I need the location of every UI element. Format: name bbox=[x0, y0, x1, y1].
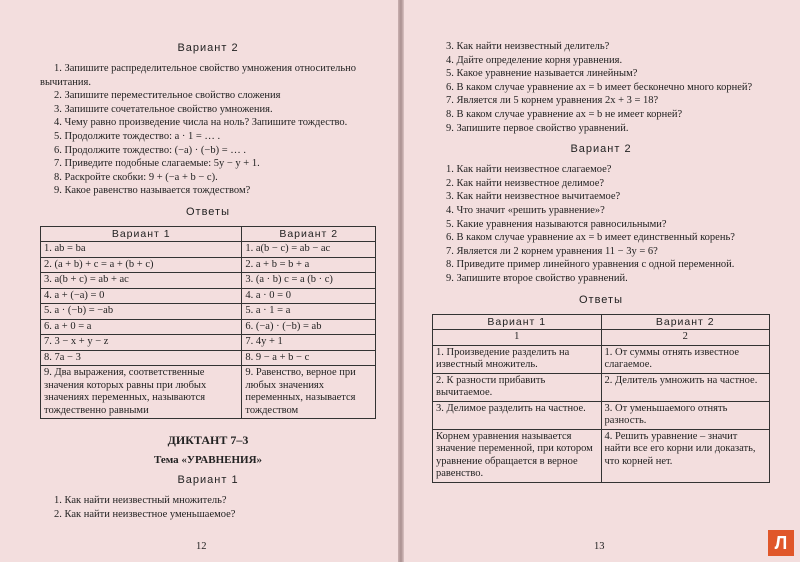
cell: 1. a(b − c) = ab − ac bbox=[242, 242, 376, 258]
cell: 9. Равенство, верное при любых значениях переменных, называется тождеством bbox=[242, 366, 376, 419]
question: 1. Как найти неизвестный множитель? bbox=[54, 495, 227, 507]
table-row bbox=[433, 345, 770, 373]
dictation-title: ДИКТАНТ 7–3 bbox=[167, 433, 249, 448]
cell: 6. (−a) · (−b) = ab bbox=[242, 319, 376, 335]
cell: 8. 9 − a + b − c bbox=[242, 350, 376, 366]
cell: 2. К разности прибавить вычитаемое. bbox=[433, 373, 602, 401]
answers-table bbox=[40, 226, 376, 420]
question: 8. Раскройте скобки: 9 + (−a + b − c). bbox=[54, 171, 218, 183]
question: 7. Является ли 2 корнем уравнения 11 − 3y = 6? bbox=[446, 245, 658, 257]
answers-title: Ответы bbox=[578, 293, 623, 306]
variant1-questions-cont bbox=[432, 40, 770, 135]
column-header: Вариант 1 bbox=[41, 226, 242, 242]
question: 6. В каком случае уравнение ax = b имеет бесконечно много корней? bbox=[446, 81, 753, 93]
cell: 6. a + 0 = a bbox=[41, 319, 242, 335]
table-row bbox=[41, 350, 376, 366]
question: 1. Запишите распределительное свойство умножения относительно вычитания. bbox=[40, 63, 356, 88]
table-row bbox=[433, 373, 770, 401]
cell: 5. a · 1 = a bbox=[242, 304, 376, 320]
question: 2. Запишите переместительное свойство сложения bbox=[54, 90, 281, 102]
publisher-logo: Л bbox=[768, 530, 794, 556]
question: 8. В каком случае уравнение ax = b не имеет корней? bbox=[446, 108, 683, 120]
table-row bbox=[41, 257, 376, 273]
left-page bbox=[0, 0, 398, 562]
cell: 3. (a · b) c = a (b · c) bbox=[242, 273, 376, 289]
table-row bbox=[41, 304, 376, 320]
question: 9. Какое равенство называется тождеством? bbox=[54, 185, 251, 197]
variant2-title: Вариант 2 bbox=[570, 143, 632, 156]
question: 6. В каком случае уравнение ax = b имеет единственный корень? bbox=[446, 232, 735, 244]
table-row bbox=[41, 288, 376, 304]
table-row bbox=[41, 273, 376, 289]
table-row bbox=[41, 335, 376, 351]
cell: 3. От уменьшаемого отнять разность. bbox=[601, 401, 770, 429]
cell: 8. 7a − 3 bbox=[41, 350, 242, 366]
cell: 7. 4y + 1 bbox=[242, 335, 376, 351]
question: 1. Как найти неизвестное слагаемое? bbox=[446, 164, 612, 176]
column-header: Вариант 1 bbox=[433, 314, 602, 330]
cell: 2. a + b = b + a bbox=[242, 257, 376, 273]
cell: 1. Произведение разделить на известный множитель. bbox=[433, 345, 602, 373]
table-header-row bbox=[41, 226, 376, 242]
question: 8. Приведите пример линейного уравнения с одной переменной. bbox=[446, 259, 735, 271]
question: 5. Какие уравнения называются равносильными? bbox=[446, 218, 667, 230]
cell: 4. a + (−a) = 0 bbox=[41, 288, 242, 304]
question: 3. Как найти неизвестное вычитаемое? bbox=[446, 191, 621, 203]
question: 7. Приведите подобные слагаемые: 5y − y + 1. bbox=[54, 158, 260, 170]
variant2-title: Вариант 2 bbox=[177, 42, 239, 54]
cell: 3. a(b + c) = ab + ac bbox=[41, 273, 242, 289]
variant1-title: Вариант 1 bbox=[177, 474, 239, 487]
question: 2. Как найти неизвестное уменьшаемое? bbox=[54, 509, 236, 521]
table-row bbox=[433, 429, 770, 482]
table-row bbox=[41, 366, 376, 419]
column-number: 2 bbox=[601, 330, 770, 346]
cell: 1. От суммы отнять известное слагаемое. bbox=[601, 345, 770, 373]
question: 4. Что значит «решить уравнение»? bbox=[446, 204, 605, 216]
cell: Корнем уравнения называется значение переменной, при котором уравнение обращается в верное равенство. bbox=[433, 429, 602, 482]
question: 2. Как найти неизвестное делимое? bbox=[446, 177, 605, 189]
question: 5. Продолжите тождество: a · 1 = … . bbox=[54, 130, 221, 142]
cell: 3. Делимое разделить на частное. bbox=[433, 401, 602, 429]
table-header-row bbox=[433, 314, 770, 330]
question: 6. Продолжите тождество: (−a) · (−b) = … . bbox=[54, 144, 247, 156]
question: 5. Какое уравнение называется линейным? bbox=[446, 68, 638, 80]
table-row bbox=[433, 401, 770, 429]
column-number: 1 bbox=[433, 330, 602, 346]
cell: 1. ab = ba bbox=[41, 242, 242, 258]
cell: 7. 3 − x + y − z bbox=[41, 335, 242, 351]
table-row bbox=[41, 319, 376, 335]
variant2-questions bbox=[40, 62, 376, 198]
cell: 2. Делитель умножить на частное. bbox=[601, 373, 770, 401]
page-number: 13 bbox=[594, 541, 605, 552]
question: 7. Является ли 5 корнем уравнения 2x + 3 = 18? bbox=[446, 95, 659, 107]
question: 4. Чему равно произведение числа на ноль? Запишите тождество. bbox=[54, 117, 348, 129]
cell: 5. a · (−b) = −ab bbox=[41, 304, 242, 320]
column-header: Вариант 2 bbox=[601, 314, 770, 330]
page-number: 12 bbox=[196, 541, 207, 552]
question: 9. Запишите первое свойство уравнений. bbox=[446, 122, 629, 134]
right-page bbox=[404, 0, 800, 562]
question: 9. Запишите второе свойство уравнений. bbox=[446, 272, 628, 284]
question: 4. Дайте определение корня уравнения. bbox=[446, 54, 623, 66]
cell: 4. a · 0 = 0 bbox=[242, 288, 376, 304]
cell: 4. Решить уравнение – значит найти все его корни или доказать, что корней нет. bbox=[601, 429, 770, 482]
variant2-questions bbox=[432, 163, 770, 285]
table-subheader-row bbox=[433, 330, 770, 346]
column-header: Вариант 2 bbox=[242, 226, 376, 242]
answers-title: Ответы bbox=[185, 205, 230, 218]
cell: 9. Два выражения, соответственные значения которых равны при любых значениях переменных, называются тождественно равными bbox=[41, 366, 242, 419]
answers-table bbox=[432, 314, 770, 483]
table-row bbox=[41, 242, 376, 258]
question: 3. Запишите сочетательное свойство умножения. bbox=[54, 103, 273, 115]
topic-title: Тема «УРАВНЕНИЯ» bbox=[153, 454, 263, 467]
question: 3. Как найти неизвестный делитель? bbox=[446, 41, 610, 52]
cell: 2. (a + b) + c = a + (b + c) bbox=[41, 257, 242, 273]
